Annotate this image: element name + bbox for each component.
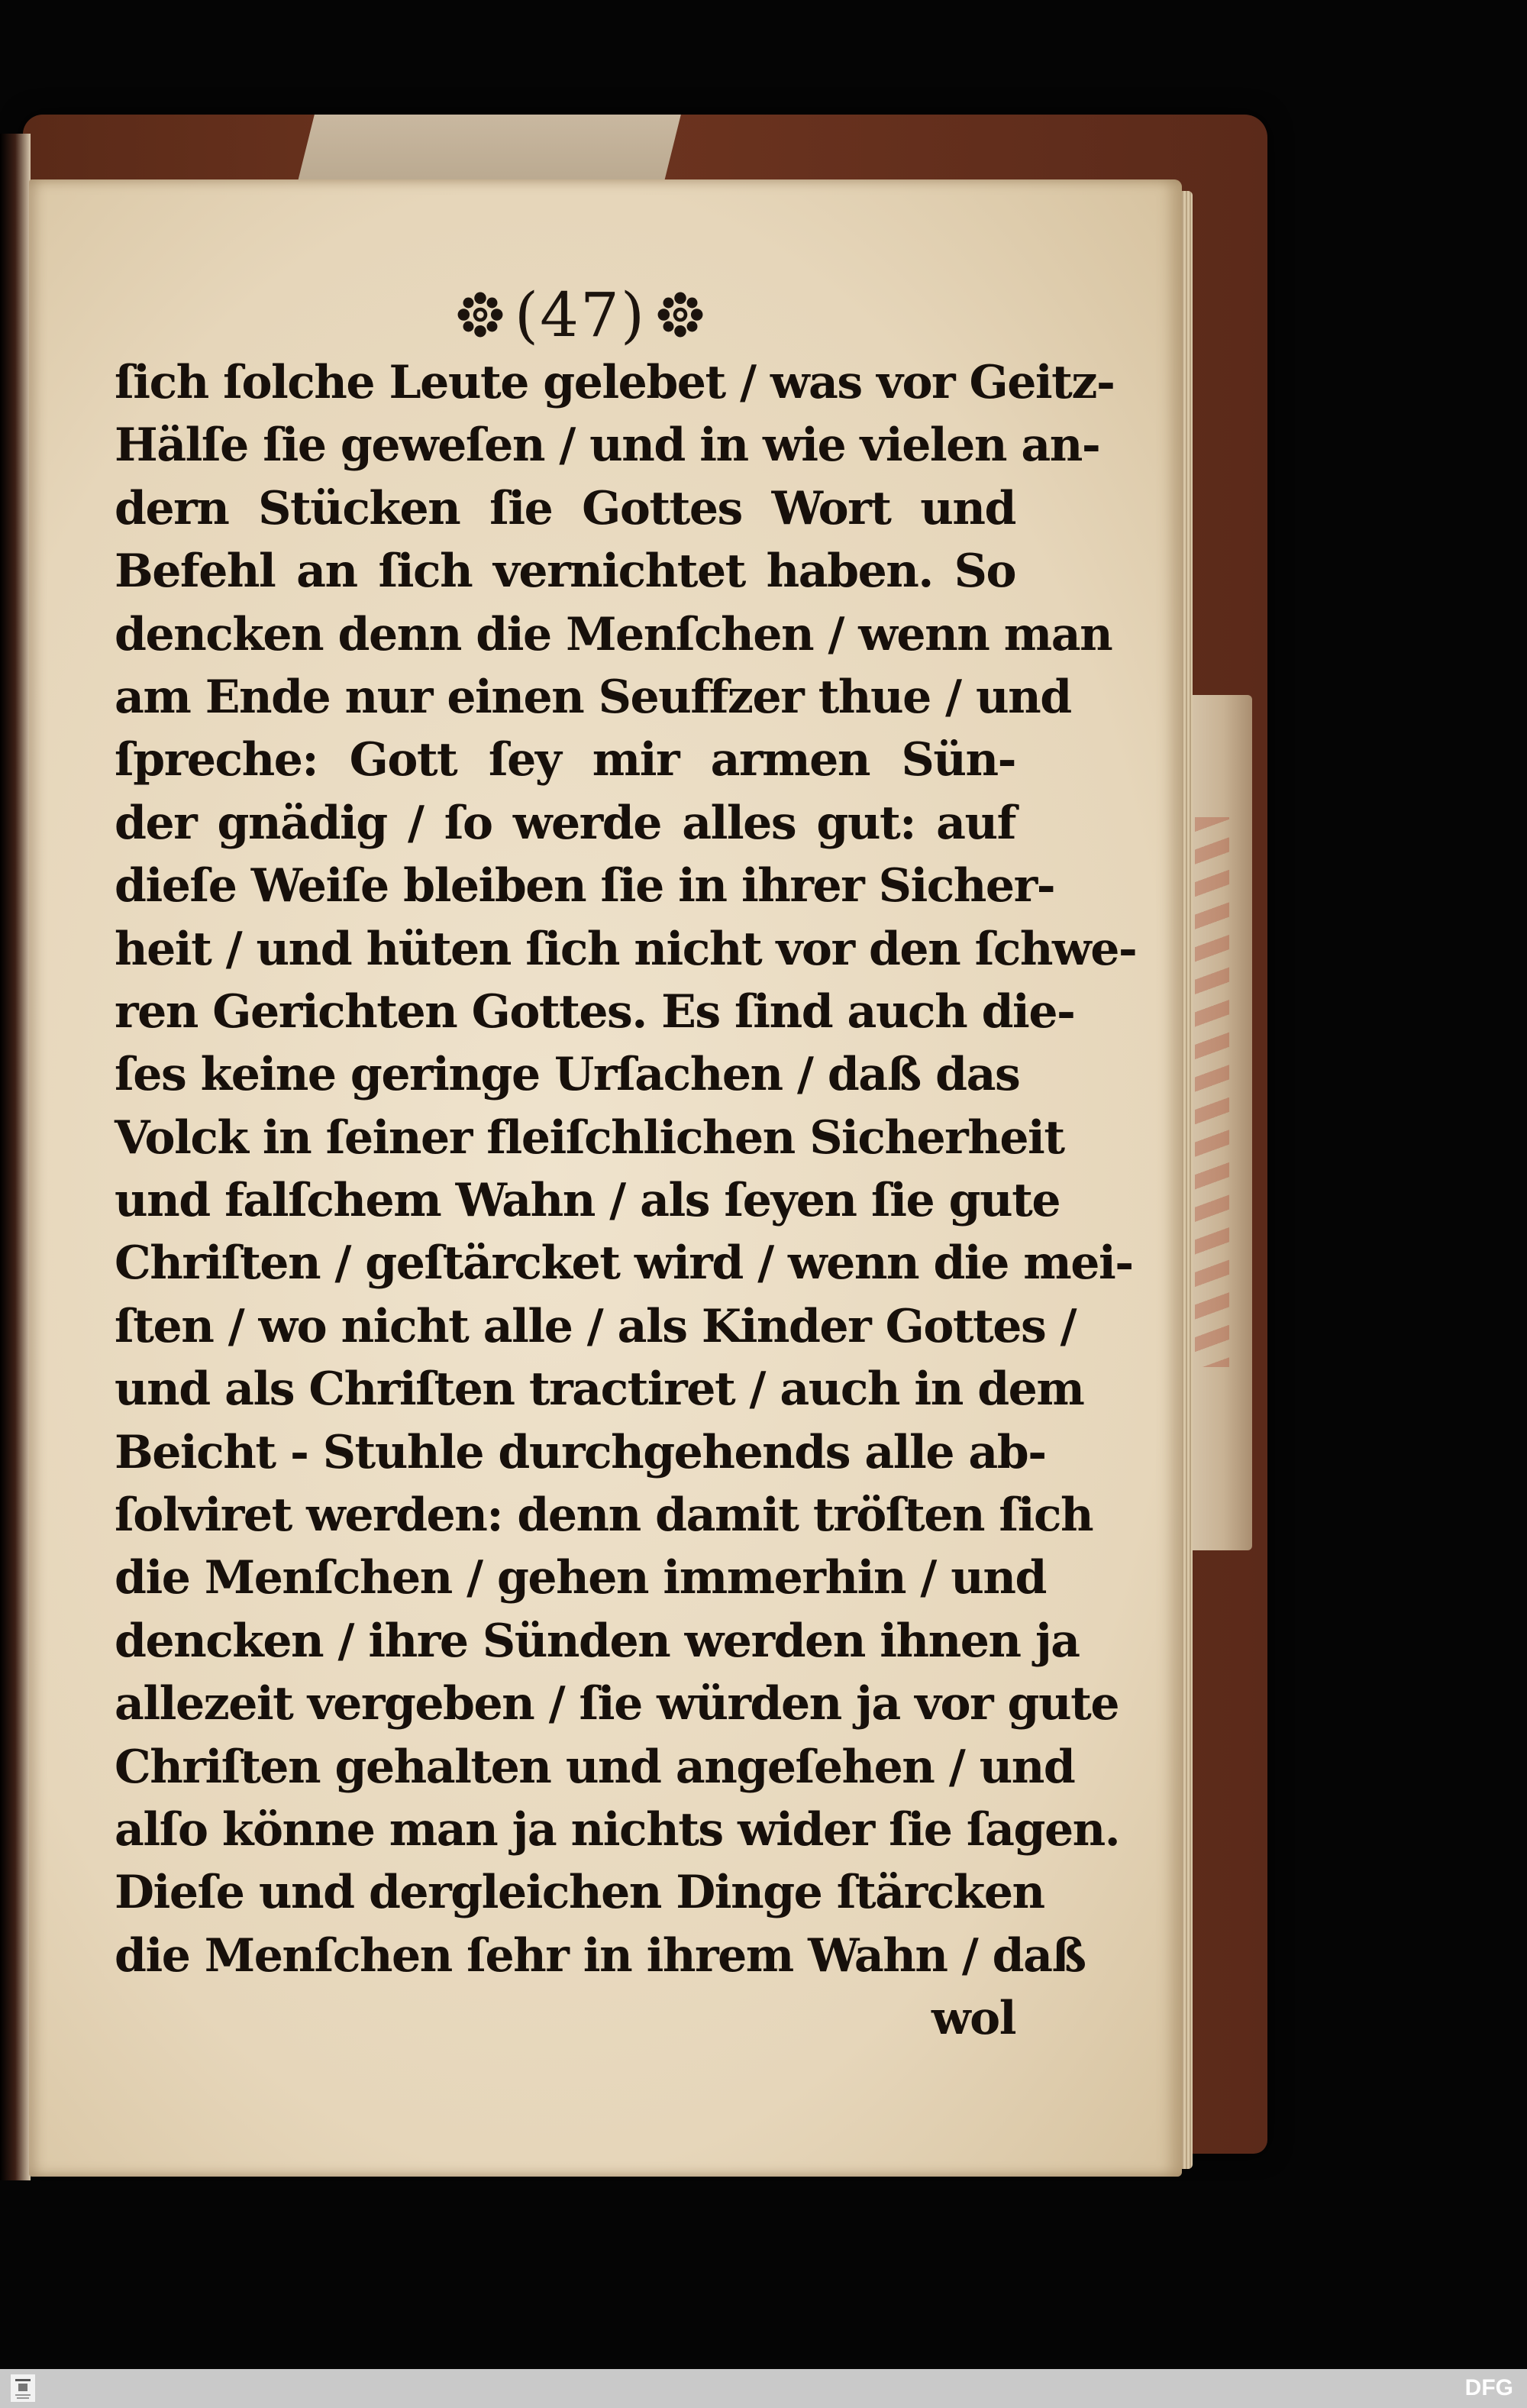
catchword: wol: [931, 1992, 1015, 2046]
body-text: [115, 351, 1137, 2051]
text-line: dieſe Weiſe bleiben ſie in ihrer Sicher-: [115, 859, 1055, 913]
text-line: dencken denn die Menſchen / wenn man: [115, 607, 1112, 661]
library-logo-icon[interactable]: [8, 2373, 38, 2403]
text-line: Dieſe und dergleichen Dinge ſtärcken: [115, 1866, 1044, 1920]
dfg-brand-label: DFG: [1464, 2375, 1513, 2400]
text-line: Chriſten gehalten und angeſehen / und: [115, 1740, 1075, 1794]
text-line: Befehl an ſich vernichtet haben. So: [115, 545, 1015, 599]
flower-ornament-icon: [457, 291, 504, 338]
text-line: heit / und hüten ſich nicht vor den ſchwe-: [115, 922, 1137, 976]
text-line: ſich ſolche Leute gelebet / was vor Geitz-: [115, 356, 1115, 409]
text-line: dern Stücken ſie Gottes Wort und: [115, 481, 1015, 535]
text-line: allezeit vergeben / ſie würden ja vor gute: [115, 1677, 1119, 1731]
text-line: Chriſten / geſtärcket wird / wenn die mei-: [115, 1236, 1133, 1291]
flower-ornament-icon: [657, 291, 704, 338]
text-line: Beicht - Stuhle durchgehends alle ab-: [115, 1425, 1046, 1479]
text-line: der gnädig / ſo werde alles gut: auf: [115, 796, 1015, 850]
text-line: und als Chriſten tractiret / auch in dem: [115, 1362, 1084, 1417]
page-header: [428, 276, 733, 353]
page-number: (47): [514, 279, 647, 351]
text-line: Volck in ſeiner fleiſchlichen Sicherheit: [115, 1110, 1064, 1165]
binding-edge: [0, 134, 31, 2180]
text-line: ſpreche: Gott ſey mir armen Sün-: [115, 733, 1015, 787]
text-line: ſolviret werden: denn damit tröſten ſich: [115, 1488, 1093, 1543]
text-line: die Menſchen ſehr in ihrem Wahn / daß: [115, 1928, 1086, 1983]
text-line: Hälſe ſie geweſen / und in wie vielen an-: [115, 419, 1100, 473]
text-line: am Ende nur einen Seuffzer thue / und: [115, 670, 1071, 724]
cover-paper-strip: [296, 115, 681, 187]
text-line: dencken / ihre Sünden werden ihnen ja: [115, 1614, 1080, 1668]
text-line: alſo könne man ja nichts wider ſie ſagen.: [115, 1802, 1120, 1857]
text-line: und falſchem Wahn / als ſeyen ſie gute: [115, 1174, 1061, 1228]
viewer-footer-bar: [0, 2369, 1527, 2408]
text-line: ren Gerichten Gottes. Es ſind auch die-: [115, 984, 1075, 1039]
text-line: ſes keine geringe Urſachen / daß das: [115, 1048, 1020, 1102]
text-line: die Menſchen / gehen immerhin / und: [115, 1551, 1046, 1605]
text-line: ſten / wo nicht alle / als Kinder Gottes /: [115, 1299, 1077, 1353]
